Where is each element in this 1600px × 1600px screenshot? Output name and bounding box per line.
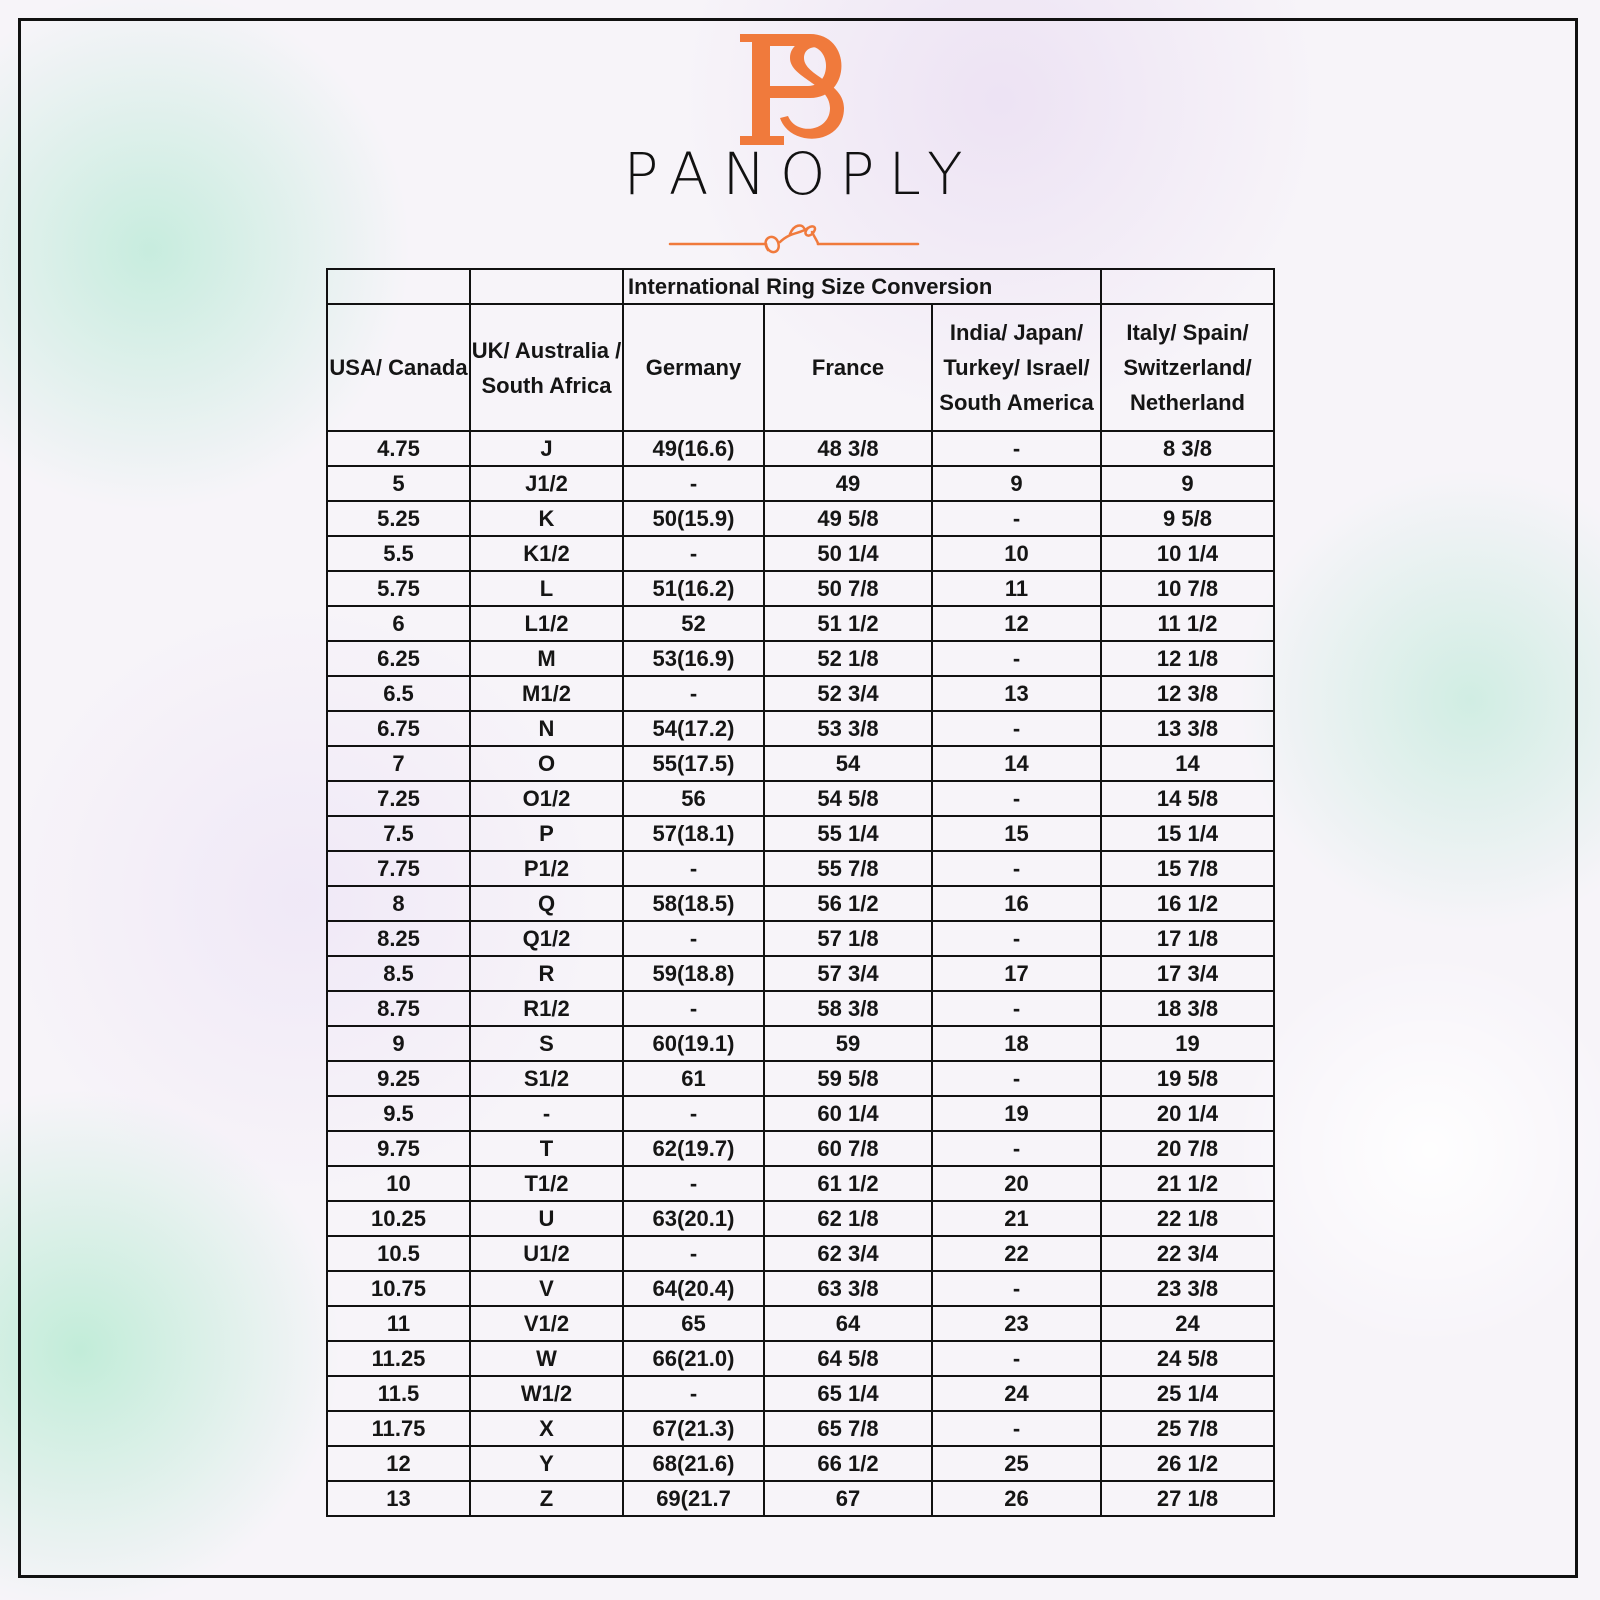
cell-india: 14: [932, 746, 1101, 781]
table-row: [327, 956, 1274, 991]
cell-india: 20: [932, 1166, 1101, 1201]
table-row: [327, 1166, 1274, 1201]
cell-india: -: [932, 991, 1101, 1026]
cell-uk: W: [470, 1341, 623, 1376]
table-title-row: [327, 269, 1274, 304]
cell-france: 50 7/8: [764, 571, 932, 606]
table-row: [327, 886, 1274, 921]
cell-france: 60 1/4: [764, 1096, 932, 1131]
cell-india: -: [932, 781, 1101, 816]
cell-france: 51 1/2: [764, 606, 932, 641]
col-header-germany: Germany: [623, 304, 764, 431]
cell-italy: 15 1/4: [1101, 816, 1274, 851]
cell-italy: 19: [1101, 1026, 1274, 1061]
cell-germany: 61: [623, 1061, 764, 1096]
cell-uk: Q1/2: [470, 921, 623, 956]
cell-italy: 25 1/4: [1101, 1376, 1274, 1411]
blank-header-cell: [1101, 269, 1274, 304]
table-row: [327, 1131, 1274, 1166]
cell-germany: -: [623, 851, 764, 886]
table-row: [327, 1026, 1274, 1061]
cell-italy: 20 1/4: [1101, 1096, 1274, 1131]
cell-france: 48 3/8: [764, 431, 932, 466]
cell-uk: Z: [470, 1481, 623, 1516]
cell-france: 55 1/4: [764, 816, 932, 851]
cell-usa: 12: [327, 1446, 470, 1481]
table-row: [327, 536, 1274, 571]
cell-usa: 13: [327, 1481, 470, 1516]
cell-usa: 5.75: [327, 571, 470, 606]
cell-italy: 22 3/4: [1101, 1236, 1274, 1271]
cell-germany: -: [623, 1096, 764, 1131]
cell-usa: 5: [327, 466, 470, 501]
cell-germany: -: [623, 1166, 764, 1201]
cell-india: -: [932, 641, 1101, 676]
cell-italy: 8 3/8: [1101, 431, 1274, 466]
table-row: [327, 1446, 1274, 1481]
cell-uk: Q: [470, 886, 623, 921]
cell-uk: O: [470, 746, 623, 781]
cell-italy: 17 1/8: [1101, 921, 1274, 956]
cell-usa: 8.5: [327, 956, 470, 991]
cell-india: 26: [932, 1481, 1101, 1516]
cell-france: 56 1/2: [764, 886, 932, 921]
cell-germany: 65: [623, 1306, 764, 1341]
table-row: [327, 641, 1274, 676]
cell-uk: O1/2: [470, 781, 623, 816]
cell-italy: 23 3/8: [1101, 1271, 1274, 1306]
cell-india: -: [932, 851, 1101, 886]
table-row: [327, 1236, 1274, 1271]
cell-india: 25: [932, 1446, 1101, 1481]
cell-germany: 59(18.8): [623, 956, 764, 991]
cell-germany: 69(21.7: [623, 1481, 764, 1516]
cell-india: 9: [932, 466, 1101, 501]
cell-usa: 6.75: [327, 711, 470, 746]
cell-uk: K: [470, 501, 623, 536]
table-row: [327, 1096, 1274, 1131]
cell-usa: 7.75: [327, 851, 470, 886]
cell-uk: W1/2: [470, 1376, 623, 1411]
cell-uk: S: [470, 1026, 623, 1061]
cell-india: 15: [932, 816, 1101, 851]
cell-germany: -: [623, 921, 764, 956]
cell-usa: 8.25: [327, 921, 470, 956]
cell-germany: 51(16.2): [623, 571, 764, 606]
cell-france: 57 1/8: [764, 921, 932, 956]
cell-italy: 15 7/8: [1101, 851, 1274, 886]
cell-italy: 12 1/8: [1101, 641, 1274, 676]
cell-france: 64: [764, 1306, 932, 1341]
ring-size-table: [326, 268, 1275, 1517]
cell-uk: V: [470, 1271, 623, 1306]
cell-uk: L: [470, 571, 623, 606]
cell-germany: 62(19.7): [623, 1131, 764, 1166]
cell-france: 62 1/8: [764, 1201, 932, 1236]
cell-germany: 52: [623, 606, 764, 641]
cell-germany: 68(21.6): [623, 1446, 764, 1481]
cell-france: 53 3/8: [764, 711, 932, 746]
cell-india: 19: [932, 1096, 1101, 1131]
table-row: [327, 431, 1274, 466]
cell-germany: 64(20.4): [623, 1271, 764, 1306]
cell-usa: 6.25: [327, 641, 470, 676]
cell-france: 59: [764, 1026, 932, 1061]
cell-usa: 10.25: [327, 1201, 470, 1236]
cell-italy: 14: [1101, 746, 1274, 781]
table-row: [327, 571, 1274, 606]
cell-india: 21: [932, 1201, 1101, 1236]
cell-uk: N: [470, 711, 623, 746]
cell-uk: P: [470, 816, 623, 851]
table-row: [327, 1201, 1274, 1236]
cell-france: 62 3/4: [764, 1236, 932, 1271]
col-header-india: India/ Japan/ Turkey/ Israel/ South America: [932, 304, 1101, 431]
cell-usa: 6: [327, 606, 470, 641]
cell-india: -: [932, 1061, 1101, 1096]
table-row: [327, 746, 1274, 781]
cell-india: 16: [932, 886, 1101, 921]
cell-uk: R1/2: [470, 991, 623, 1026]
table-row: [327, 501, 1274, 536]
cell-uk: J1/2: [470, 466, 623, 501]
cell-italy: 20 7/8: [1101, 1131, 1274, 1166]
cell-uk: L1/2: [470, 606, 623, 641]
cell-italy: 14 5/8: [1101, 781, 1274, 816]
cell-italy: 26 1/2: [1101, 1446, 1274, 1481]
cell-germany: -: [623, 466, 764, 501]
cell-italy: 11 1/2: [1101, 606, 1274, 641]
cell-france: 50 1/4: [764, 536, 932, 571]
cell-germany: -: [623, 676, 764, 711]
cell-france: 49 5/8: [764, 501, 932, 536]
cell-france: 55 7/8: [764, 851, 932, 886]
cell-germany: 54(17.2): [623, 711, 764, 746]
table-row: [327, 1341, 1274, 1376]
cell-germany: 66(21.0): [623, 1341, 764, 1376]
cell-india: -: [932, 1341, 1101, 1376]
cell-usa: 11.75: [327, 1411, 470, 1446]
table-row: [327, 851, 1274, 886]
cell-italy: 21 1/2: [1101, 1166, 1274, 1201]
cell-uk: -: [470, 1096, 623, 1131]
cell-germany: -: [623, 991, 764, 1026]
cell-india: 13: [932, 676, 1101, 711]
table-row: [327, 781, 1274, 816]
cell-italy: 10 1/4: [1101, 536, 1274, 571]
cell-germany: 63(20.1): [623, 1201, 764, 1236]
table-row: [327, 816, 1274, 851]
table-row: [327, 1271, 1274, 1306]
cell-usa: 11: [327, 1306, 470, 1341]
cell-usa: 10.75: [327, 1271, 470, 1306]
cell-uk: M1/2: [470, 676, 623, 711]
table-row: [327, 676, 1274, 711]
cell-usa: 5.5: [327, 536, 470, 571]
table-row: [327, 991, 1274, 1026]
col-header-italy: Italy/ Spain/ Switzerland/ Netherland: [1101, 304, 1274, 431]
cell-usa: 8.75: [327, 991, 470, 1026]
table-body: [327, 431, 1274, 1516]
cell-france: 65 7/8: [764, 1411, 932, 1446]
cell-india: 22: [932, 1236, 1101, 1271]
cell-uk: J: [470, 431, 623, 466]
cell-usa: 10.5: [327, 1236, 470, 1271]
cell-india: 17: [932, 956, 1101, 991]
cell-uk: V1/2: [470, 1306, 623, 1341]
cell-uk: K1/2: [470, 536, 623, 571]
cell-uk: T1/2: [470, 1166, 623, 1201]
cell-india: -: [932, 1271, 1101, 1306]
cell-germany: -: [623, 536, 764, 571]
cell-france: 63 3/8: [764, 1271, 932, 1306]
cell-italy: 16 1/2: [1101, 886, 1274, 921]
table-row: [327, 1411, 1274, 1446]
cell-usa: 7.5: [327, 816, 470, 851]
cell-germany: -: [623, 1376, 764, 1411]
cell-usa: 7: [327, 746, 470, 781]
cell-usa: 11.5: [327, 1376, 470, 1411]
cell-france: 59 5/8: [764, 1061, 932, 1096]
cell-france: 60 7/8: [764, 1131, 932, 1166]
table-row: [327, 466, 1274, 501]
cell-france: 64 5/8: [764, 1341, 932, 1376]
cell-france: 57 3/4: [764, 956, 932, 991]
cell-india: -: [932, 1131, 1101, 1166]
cell-india: -: [932, 1411, 1101, 1446]
table-row: [327, 921, 1274, 956]
brand-name: PANOPLY: [623, 140, 977, 208]
table-row: [327, 1376, 1274, 1411]
table-row: [327, 711, 1274, 746]
cell-france: 52 1/8: [764, 641, 932, 676]
table-title: International Ring Size Conversion: [623, 269, 1101, 304]
cell-italy: 10 7/8: [1101, 571, 1274, 606]
cell-italy: 17 3/4: [1101, 956, 1274, 991]
cell-italy: 22 1/8: [1101, 1201, 1274, 1236]
cell-germany: 67(21.3): [623, 1411, 764, 1446]
cell-usa: 6.5: [327, 676, 470, 711]
table-row: [327, 606, 1274, 641]
cell-germany: 53(16.9): [623, 641, 764, 676]
cell-uk: U: [470, 1201, 623, 1236]
cell-germany: 57(18.1): [623, 816, 764, 851]
cell-india: 12: [932, 606, 1101, 641]
cell-uk: X: [470, 1411, 623, 1446]
cell-germany: 50(15.9): [623, 501, 764, 536]
cell-germany: 55(17.5): [623, 746, 764, 781]
cell-uk: S1/2: [470, 1061, 623, 1096]
cell-france: 61 1/2: [764, 1166, 932, 1201]
cell-germany: 60(19.1): [623, 1026, 764, 1061]
cell-india: 11: [932, 571, 1101, 606]
cell-usa: 9.5: [327, 1096, 470, 1131]
cell-germany: 49(16.6): [623, 431, 764, 466]
cell-uk: Y: [470, 1446, 623, 1481]
cell-india: 24: [932, 1376, 1101, 1411]
cell-france: 54 5/8: [764, 781, 932, 816]
cell-usa: 4.75: [327, 431, 470, 466]
cell-usa: 10: [327, 1166, 470, 1201]
cell-india: 18: [932, 1026, 1101, 1061]
cell-france: 58 3/8: [764, 991, 932, 1026]
cell-germany: -: [623, 1236, 764, 1271]
cell-india: -: [932, 921, 1101, 956]
cell-usa: 11.25: [327, 1341, 470, 1376]
cell-italy: 19 5/8: [1101, 1061, 1274, 1096]
cell-uk: T: [470, 1131, 623, 1166]
table-row: [327, 1061, 1274, 1096]
cell-india: 23: [932, 1306, 1101, 1341]
col-header-usa: USA/ Canada: [327, 304, 470, 431]
cell-italy: 24: [1101, 1306, 1274, 1341]
cell-france: 52 3/4: [764, 676, 932, 711]
cell-india: -: [932, 501, 1101, 536]
cell-france: 54: [764, 746, 932, 781]
cell-italy: 12 3/8: [1101, 676, 1274, 711]
cell-italy: 24 5/8: [1101, 1341, 1274, 1376]
cell-italy: 9: [1101, 466, 1274, 501]
col-header-uk: UK/ Australia / South Africa: [470, 304, 623, 431]
cell-usa: 9.25: [327, 1061, 470, 1096]
cell-uk: U1/2: [470, 1236, 623, 1271]
cell-usa: 7.25: [327, 781, 470, 816]
cell-usa: 9.75: [327, 1131, 470, 1166]
column-header-row: [327, 304, 1274, 431]
cell-italy: 18 3/8: [1101, 991, 1274, 1026]
cell-italy: 9 5/8: [1101, 501, 1274, 536]
table-row: [327, 1481, 1274, 1516]
cell-germany: 58(18.5): [623, 886, 764, 921]
cell-uk: P1/2: [470, 851, 623, 886]
cell-italy: 27 1/8: [1101, 1481, 1274, 1516]
cell-usa: 9: [327, 1026, 470, 1061]
cell-italy: 13 3/8: [1101, 711, 1274, 746]
cell-france: 65 1/4: [764, 1376, 932, 1411]
cell-india: 10: [932, 536, 1101, 571]
cell-india: -: [932, 711, 1101, 746]
cell-uk: R: [470, 956, 623, 991]
table-row: [327, 1306, 1274, 1341]
cell-france: 67: [764, 1481, 932, 1516]
col-header-france: France: [764, 304, 932, 431]
cell-germany: 56: [623, 781, 764, 816]
cell-italy: 25 7/8: [1101, 1411, 1274, 1446]
cell-usa: 5.25: [327, 501, 470, 536]
cell-france: 49: [764, 466, 932, 501]
cell-uk: M: [470, 641, 623, 676]
cell-usa: 8: [327, 886, 470, 921]
cell-france: 66 1/2: [764, 1446, 932, 1481]
blank-header-cell: [327, 269, 470, 304]
cell-india: -: [932, 431, 1101, 466]
blank-header-cell: [470, 269, 623, 304]
